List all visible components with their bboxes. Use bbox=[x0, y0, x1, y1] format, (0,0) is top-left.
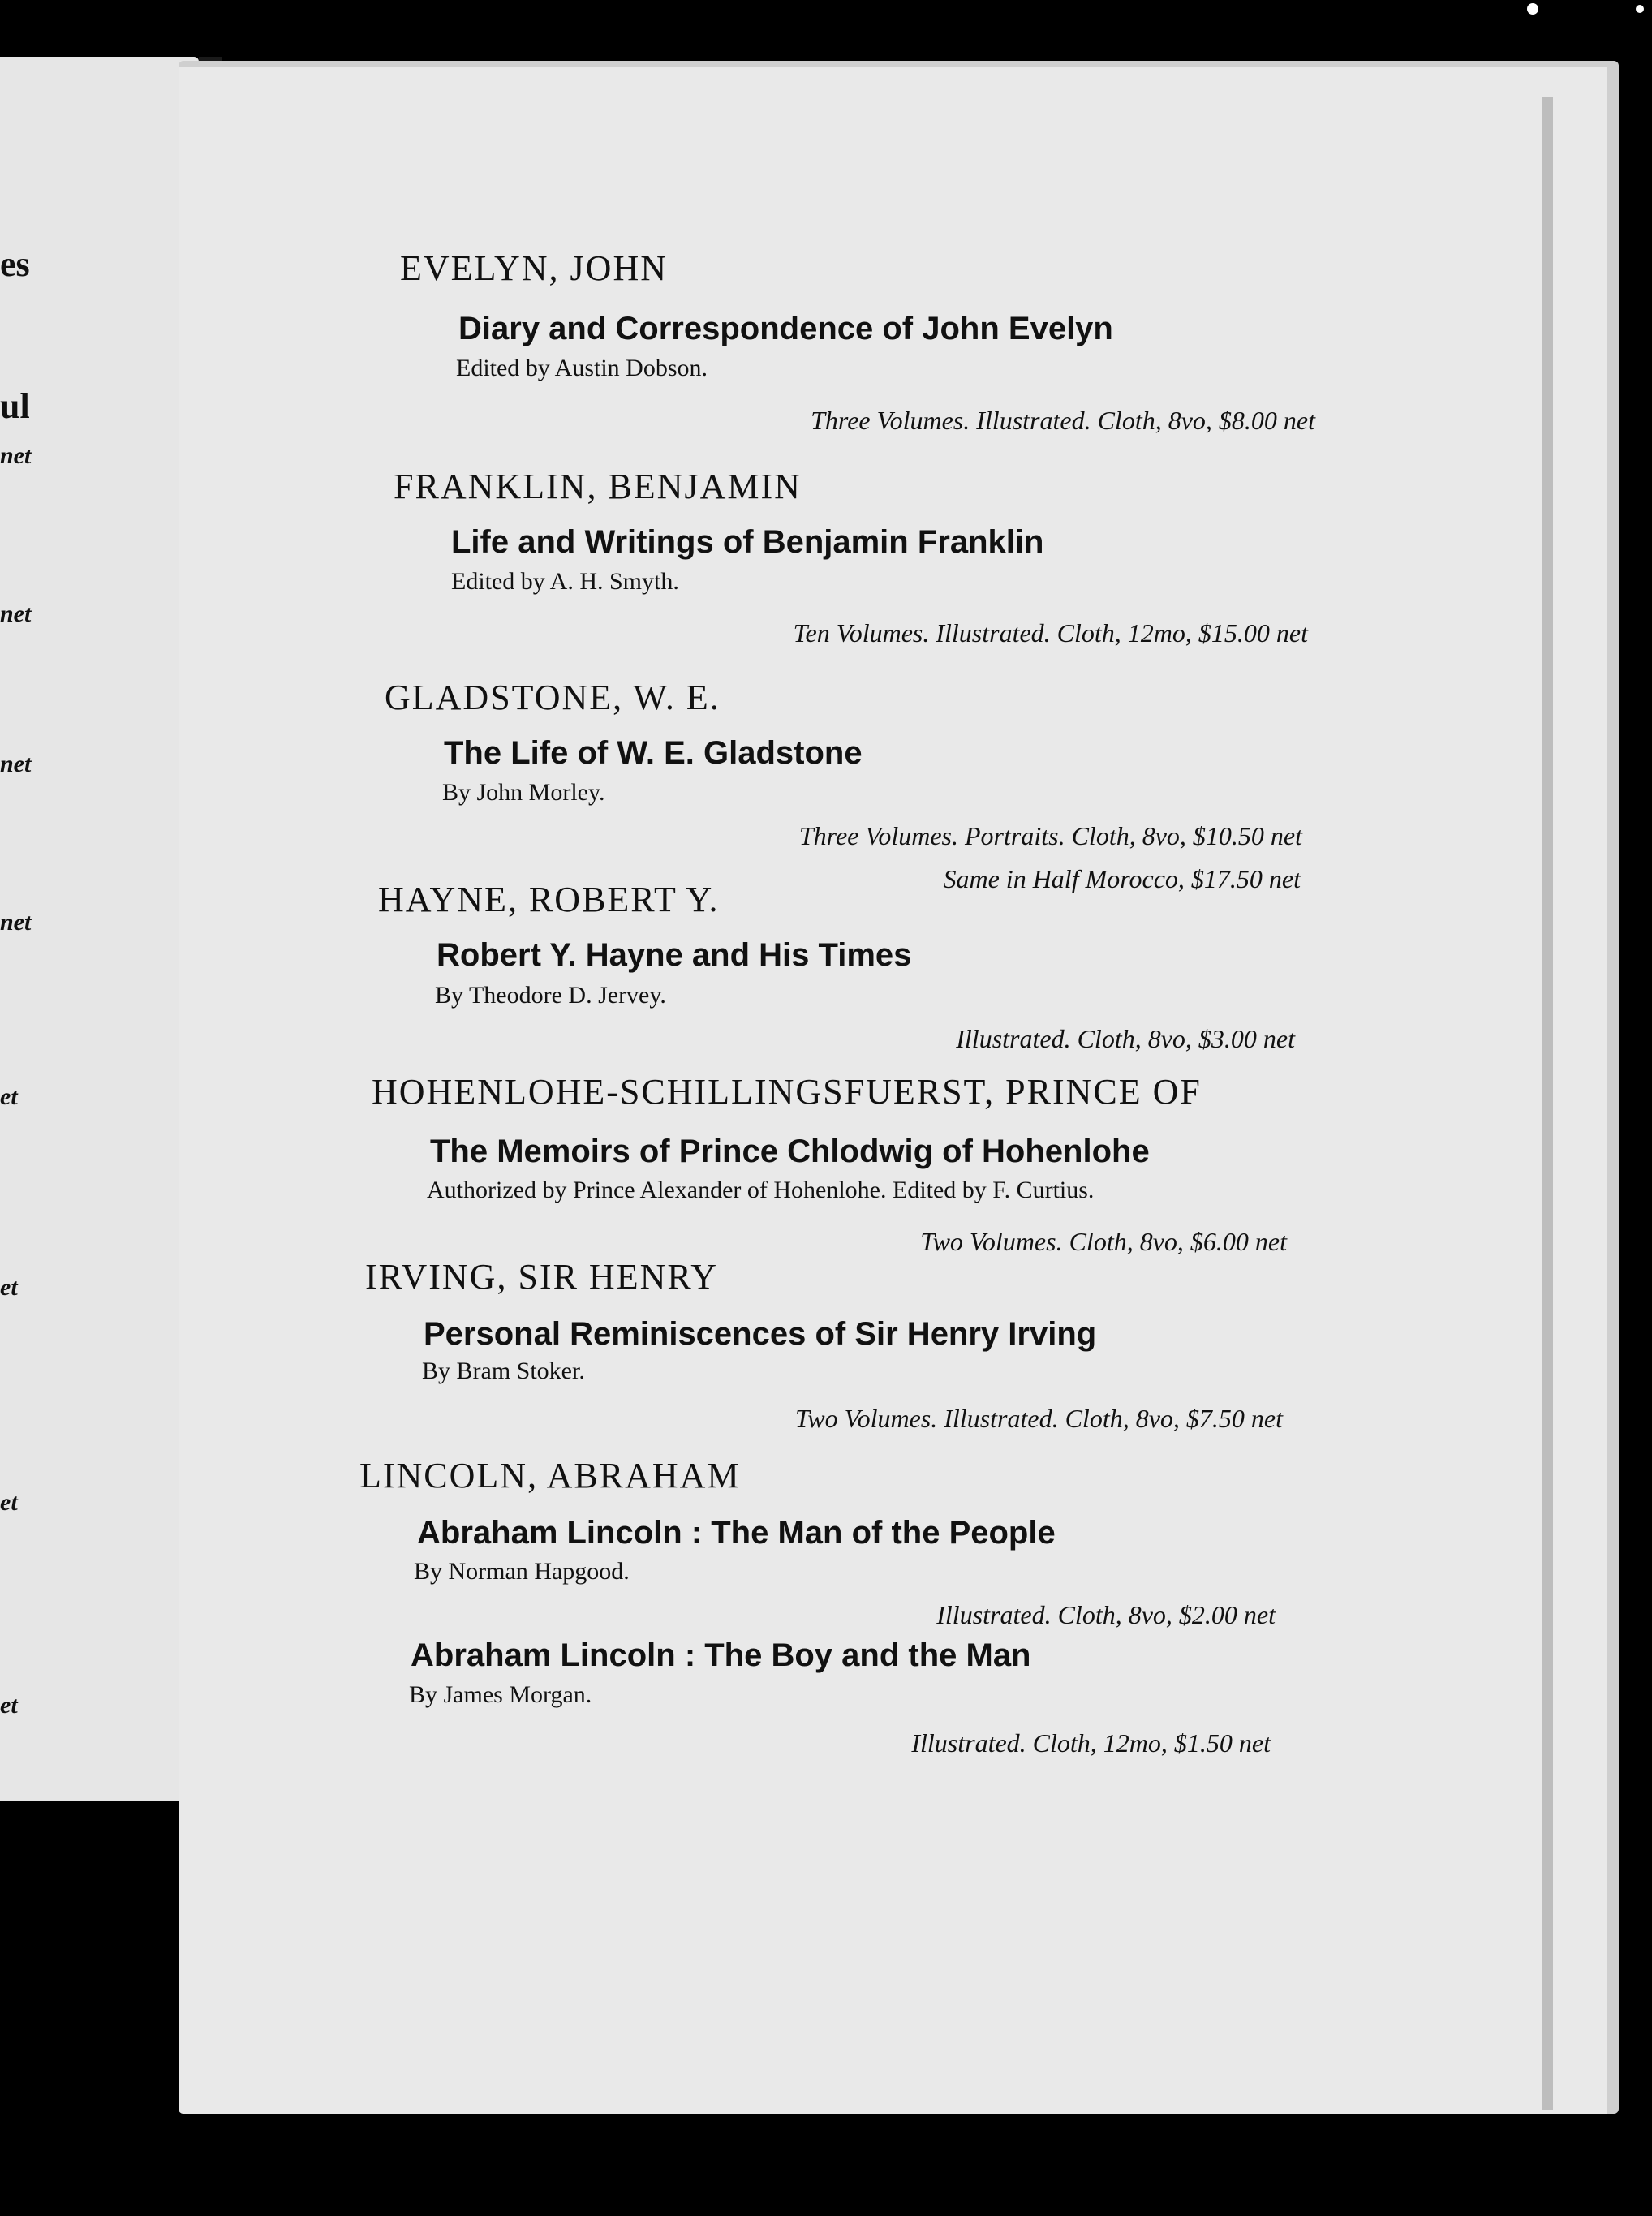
book-title: Abraham Lincoln : The Boy and the Man bbox=[411, 1637, 1031, 1673]
facing-page-fragment: net bbox=[0, 442, 32, 469]
facing-page-fragment: net bbox=[0, 751, 32, 777]
scan-speck bbox=[1527, 3, 1538, 15]
book-price: Ten Volumes. Illustrated. Cloth, 12mo, $15.00 net bbox=[793, 618, 1308, 648]
book-title: The Life of W. E. Gladstone bbox=[444, 735, 863, 771]
facing-page-fragment: et bbox=[0, 1489, 18, 1516]
book-price: Two Volumes. Cloth, 8vo, $6.00 net bbox=[920, 1227, 1287, 1256]
facing-page-fragment: ul bbox=[0, 386, 30, 426]
book-title: Abraham Lincoln : The Man of the People bbox=[417, 1515, 1056, 1551]
facing-page bbox=[0, 57, 199, 1801]
book-price: Three Volumes. Illustrated. Cloth, 8vo, $8.00 net bbox=[811, 406, 1315, 435]
book-price: Illustrated. Cloth, 12mo, $1.50 net bbox=[911, 1728, 1271, 1758]
author-heading: GLADSTONE, W. E. bbox=[385, 678, 721, 717]
facing-page-fragment: et bbox=[0, 1692, 18, 1719]
book-price: Three Volumes. Portraits. Cloth, 8vo, $10.50 net bbox=[798, 821, 1302, 850]
author-heading: HAYNE, ROBERT Y. bbox=[378, 880, 720, 919]
book-title: Robert Y. Hayne and His Times bbox=[437, 937, 912, 973]
book-editor: Edited by Austin Dobson. bbox=[456, 355, 708, 381]
scan-speck bbox=[1636, 5, 1644, 13]
book-price: Same in Half Morocco, $17.50 net bbox=[943, 864, 1301, 893]
facing-page-fragment: net bbox=[0, 909, 32, 936]
page-edge bbox=[1542, 97, 1553, 2110]
book-price: Illustrated. Cloth, 8vo, $2.00 net bbox=[936, 1600, 1276, 1629]
book-editor: Edited by A. H. Smyth. bbox=[451, 568, 679, 595]
book-editor: By John Morley. bbox=[442, 779, 605, 806]
author-heading: EVELYN, JOHN bbox=[400, 248, 669, 288]
author-heading: LINCOLN, ABRAHAM bbox=[359, 1456, 741, 1495]
book-title: The Memoirs of Prince Chlodwig of Hohenlohe bbox=[430, 1134, 1150, 1169]
book-editor: By Norman Hapgood. bbox=[414, 1558, 630, 1585]
author-heading: FRANKLIN, BENJAMIN bbox=[394, 467, 802, 506]
facing-page-fragment: et bbox=[0, 1083, 18, 1110]
facing-page-fragment: net bbox=[0, 600, 32, 627]
book-editor: By James Morgan. bbox=[409, 1681, 592, 1708]
book-editor: By Bram Stoker. bbox=[422, 1358, 585, 1384]
book-price: Two Volumes. Illustrated. Cloth, 8vo, $7.50 net bbox=[794, 1404, 1283, 1433]
facing-page-fragment: es bbox=[0, 244, 30, 284]
author-heading: HOHENLOHE-SCHILLINGSFUERST, PRINCE OF bbox=[372, 1072, 1202, 1112]
author-heading: IRVING, SIR HENRY bbox=[365, 1257, 719, 1297]
book-price: Illustrated. Cloth, 8vo, $3.00 net bbox=[956, 1024, 1295, 1053]
book-editor: By Theodore D. Jervey. bbox=[435, 982, 666, 1009]
book-title: Diary and Correspondence of John Evelyn bbox=[458, 311, 1113, 346]
facing-page-fragment: et bbox=[0, 1274, 18, 1301]
book-title: Personal Reminiscences of Sir Henry Irving bbox=[424, 1316, 1097, 1352]
book-title: Life and Writings of Benjamin Franklin bbox=[451, 524, 1044, 560]
book-editor: Authorized by Prince Alexander of Hohenlohe. Edited by F. Curtius. bbox=[427, 1177, 1095, 1203]
